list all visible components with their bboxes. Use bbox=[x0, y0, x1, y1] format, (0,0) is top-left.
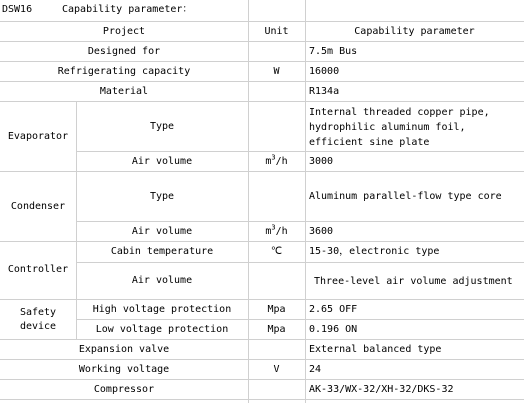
grid-line bbox=[0, 359, 524, 360]
low-voltage-value: 0.196 ON bbox=[309, 324, 358, 335]
condenser-air-value: 3600 bbox=[309, 226, 334, 237]
model-label: DSW16 bbox=[2, 4, 33, 15]
condenser-air-unit: $m^3/h$ bbox=[265, 223, 288, 237]
expansion-valve-value: External balanced type bbox=[309, 344, 442, 355]
grid-line bbox=[0, 101, 524, 102]
designed-for-label: Designed for bbox=[87, 46, 161, 57]
grid-line bbox=[0, 41, 524, 42]
working-voltage-unit: V bbox=[273, 364, 280, 375]
controller-air-label: Air volume bbox=[131, 275, 193, 286]
grid-line bbox=[0, 379, 524, 380]
condenser-type-value: Aluminum parallel-flow type core bbox=[309, 191, 502, 202]
low-voltage-unit: Mpa bbox=[267, 324, 286, 335]
expansion-valve-label: Expansion valve bbox=[78, 344, 170, 355]
evaporator-air-unit: $m^3/h$ bbox=[265, 153, 288, 167]
grid-line bbox=[0, 61, 524, 62]
grid-line bbox=[0, 171, 524, 172]
refrigerating-label: Refrigerating capacity bbox=[57, 66, 191, 77]
working-voltage-value: 24 bbox=[309, 364, 322, 375]
material-value: R134a bbox=[309, 86, 340, 97]
grid-line bbox=[76, 151, 524, 152]
compressor-label: Compressor bbox=[93, 384, 155, 395]
grid-line bbox=[0, 299, 524, 300]
grid-line bbox=[0, 81, 524, 82]
grid-line bbox=[0, 339, 524, 340]
evaporator-type-value: Internal threaded copper pipe, hydrophilic aluminum foil, efficient sine plate bbox=[309, 107, 490, 148]
grid-line bbox=[76, 262, 524, 263]
header-capability: Capability parameter bbox=[354, 26, 475, 37]
condenser-group: Condenser bbox=[10, 201, 66, 212]
cabin-temperature-label: Cabin temperature bbox=[110, 246, 214, 257]
compressor-value: AK-33/WX-32/XH-32/DKS-32 bbox=[309, 384, 454, 395]
evaporator-air-label: Air volume bbox=[131, 156, 193, 167]
evaporator-air-value: 3000 bbox=[309, 156, 334, 167]
evaporator-type-label: Type bbox=[149, 121, 175, 132]
title-label: Capability parameter： bbox=[62, 4, 193, 15]
safety-group-line2: device bbox=[19, 321, 57, 332]
grid-line bbox=[0, 241, 524, 242]
cabin-temperature-unit: ℃ bbox=[270, 246, 283, 257]
high-voltage-label: High voltage protection bbox=[92, 304, 232, 315]
evaporator-group: Evaporator bbox=[7, 131, 69, 142]
high-voltage-value: 2.65 OFF bbox=[309, 304, 358, 315]
grid-line bbox=[248, 0, 249, 403]
high-voltage-unit: Mpa bbox=[267, 304, 286, 315]
condenser-air-label: Air volume bbox=[131, 226, 193, 237]
working-voltage-label: Working voltage bbox=[78, 364, 170, 375]
low-voltage-label: Low voltage protection bbox=[95, 324, 229, 335]
header-unit: Unit bbox=[264, 26, 289, 37]
grid-line bbox=[76, 221, 524, 222]
controller-air-value: Three-level air volume adjustment bbox=[314, 276, 513, 287]
designed-for-value: 7.5m Bus bbox=[309, 46, 358, 57]
cabin-temperature-value: 15-30，electronic type bbox=[309, 246, 440, 257]
condenser-type-label: Type bbox=[149, 191, 175, 202]
safety-group-line1: Safety bbox=[19, 307, 57, 318]
header-project: Project bbox=[102, 26, 146, 37]
grid-line bbox=[76, 319, 524, 320]
controller-group: Controller bbox=[7, 264, 69, 275]
refrigerating-unit: W bbox=[273, 66, 280, 77]
material-label: Material bbox=[99, 86, 149, 97]
refrigerating-value: 16000 bbox=[309, 66, 340, 77]
grid-line bbox=[0, 399, 524, 400]
grid-line bbox=[0, 21, 524, 22]
grid-line bbox=[305, 0, 306, 403]
